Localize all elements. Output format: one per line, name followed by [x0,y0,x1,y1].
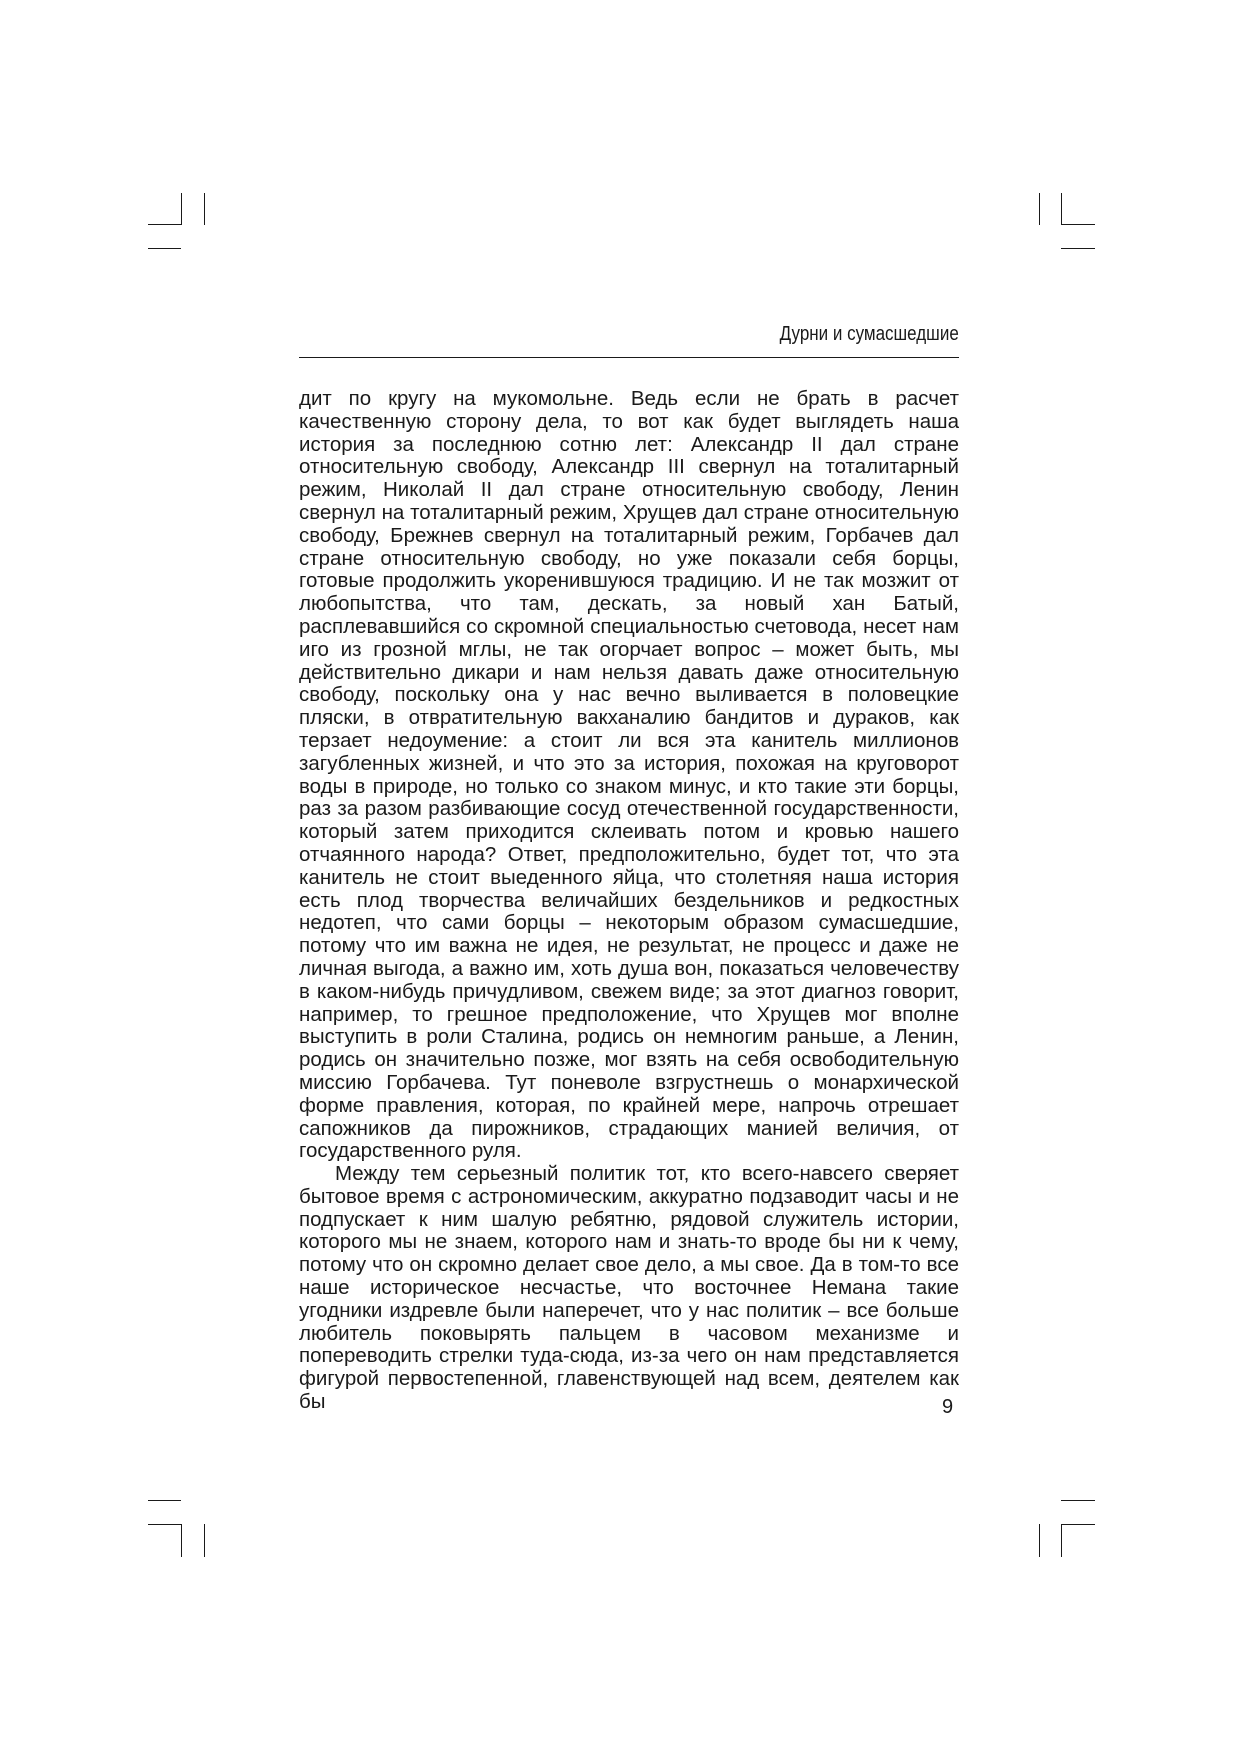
crop-mark [148,224,181,225]
crop-mark [181,1524,182,1557]
crop-mark [1061,248,1095,249]
crop-mark [1061,193,1062,225]
body-text [299,388,959,1414]
crop-mark [1061,224,1095,225]
page-header [299,318,959,358]
crop-mark [148,248,181,249]
crop-mark [1061,1524,1062,1557]
header-rule [299,357,959,358]
crop-mark [204,193,205,225]
crop-mark [181,193,182,225]
running-head: Дурни и сумасшедшие [779,323,959,345]
page-number: 9 [942,1396,954,1418]
crop-mark [1039,193,1040,225]
crop-mark [148,1500,181,1501]
crop-mark [204,1524,205,1557]
paragraph: дит по кругу на мукомольне. Ведь если не брать в расчет качественную сторону дела, то вот как будет выглядеть наша история за последнюю сотню лет: Александр II дал стране относительную свободу, Александр III свернул на тоталитарный режим, Николай II дал стране относительную свободу, Ленин свернул на тоталитарный режим, Хрущев дал стране относительную свободу, Брежнев свернул на тоталитарный режим, Горбачев дал стране относительную свободу, но уже показали себя борцы, готовые продолжить укоренившуюся традицию. И не так мозжит от любопытства, что там, дескать, за новый хан Батый, расплевавшийся со скромной специальностью счетовода, несет нам иго из грозной мглы, не так огорчает вопрос – может быть, мы действительно дикари и нам нельзя давать даже относительную свободу, поскольку она у нас вечно выливается в половецкие пляски, в отвратительную вакханалию бандитов и дураков, как терзает недоумение: а стоит ли вся эта канитель миллионов загубленных жизней, и что это за история, похожая на круговорот воды в природе, но только со знаком минус, и кто такие эти борцы, раз за разом разбивающие сосуд отечественной государственности, который затем приходится склеивать потом и кровью нашего отчаянного народа? Ответ, предположительно, будет тот, что эта канитель не стоит выеденного яйца, что столетняя наша история есть плод творчества величайших бездельников и редкостных недотеп, что сами борцы – некоторым образом сумасшедшие, потому что им важна не идея, не результат, не процесс и даже не личная выгода, а важно им, хоть душа вон, показаться человечеству в каком-нибудь причудливом, свежем виде; за этот диагноз говорит, например, то грешное предположение, что Хрущев мог вполне выступить в роли Сталина, родись он немногим раньше, а Ленин, родись он значительно позже, мог взять на себя освободительную миссию Горбачева. Тут поневоле взгрустнешь о монархической форме правления, которая, по крайней мере, напрочь отрешает сапожников да пирожников, страдающих манией величия, от государственного руля. [299,387,959,1163]
crop-mark [1039,1524,1040,1557]
crop-mark [1061,1524,1095,1525]
crop-mark [148,1524,181,1525]
paragraph: Между тем серьезный политик тот, кто всего-навсего сверяет бытовое время с астрономическим, аккуратно подзаводит часы и не подпускает к ним шалую ребятню, рядовой служитель истории, которого мы не знаем, которого нам и знать-то вроде бы ни к чему, потому что он скромно делает свое дело, а мы свое. Да в том-то все наше историческое несчастье, что восточнее Немана такие угодники издревле были наперечет, что у нас политик – все больше любитель поковырять пальцем в часовом механизме и попереводить стрелки туда-сюда, из-за чего он нам представляется фигурой первостепенной, главенствующей над всем, деятелем как бы [299,1162,959,1414]
crop-mark [1061,1500,1095,1501]
